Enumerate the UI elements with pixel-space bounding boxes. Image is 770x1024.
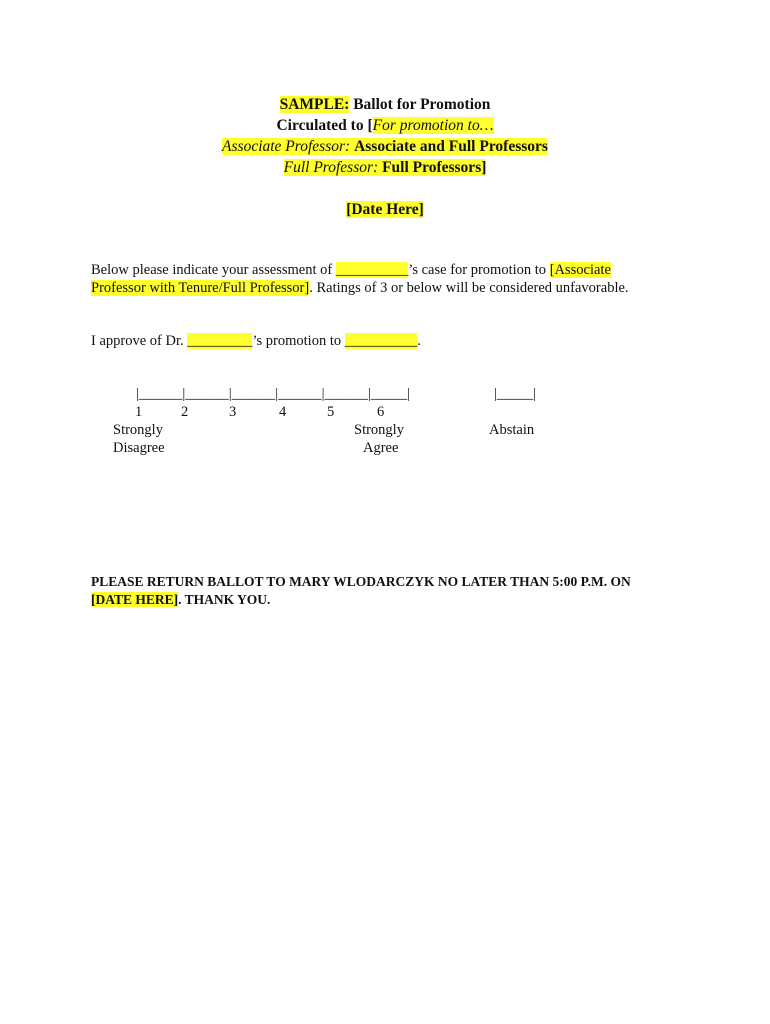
doctor-name-blank[interactable]: _________ — [187, 333, 253, 349]
rating-3[interactable]: 3 — [229, 404, 237, 420]
ballot-date: [Date Here] — [346, 201, 424, 218]
circulated-italic: For promotion to… — [372, 117, 494, 134]
rating-6[interactable]: 6 — [377, 404, 385, 420]
rating-1[interactable]: 1 — [135, 404, 143, 420]
circulated-prefix: Circulated to [ — [276, 117, 373, 134]
rating-scale-bar[interactable]: |______|______|______|______|______|_____| — [136, 386, 411, 402]
thank-you: . THANK YOU. — [178, 592, 271, 607]
rank-option-1: [Associate — [549, 262, 611, 278]
circulated-line — [0, 115, 770, 136]
low-label-disagree: Disagree — [113, 440, 165, 456]
sample-label: SAMPLE: — [279, 96, 350, 113]
full-label: Full Professor: — [283, 159, 379, 176]
rating-4[interactable]: 4 — [279, 404, 287, 420]
ballot-title: Ballot for Promotion — [353, 96, 491, 113]
associate-line — [0, 136, 770, 157]
high-label-strongly: Strongly — [354, 422, 404, 438]
full-line — [0, 157, 770, 178]
return-date-line — [91, 591, 270, 609]
date-line — [0, 199, 770, 220]
assessment-line-2: Professor with Tenure/Full Professor]. Ratings of 3 or below will be considered unfavorable. — [91, 280, 629, 296]
assessment-line-1: Below please indicate your assessment of __________’s case for promotion to [Associate — [91, 262, 611, 278]
associate-label: Associate Professor: — [222, 138, 351, 155]
low-label-strongly: Strongly — [113, 422, 163, 438]
rating-5[interactable]: 5 — [327, 404, 335, 420]
rank-option-2: Professor with Tenure/Full Professor] — [91, 280, 310, 296]
high-label-agree: Agree — [363, 440, 399, 456]
associate-voters: Associate and Full Professors — [354, 138, 548, 155]
abstain-box[interactable]: |_____| — [494, 386, 537, 402]
return-date: [DATE HERE] — [91, 592, 179, 607]
title-line — [0, 94, 770, 115]
return-instruction: PLEASE RETURN BALLOT TO MARY WLODARCZYK NO LATER THAN 5:00 P.M. ON — [91, 574, 631, 589]
full-voters: Full Professors] — [382, 159, 487, 176]
promotion-rank-blank[interactable]: __________ — [344, 333, 418, 349]
rating-2[interactable]: 2 — [181, 404, 189, 420]
candidate-blank: __________ — [335, 262, 409, 278]
approval-line: I approve of Dr. _________’s promotion to __________. — [91, 333, 421, 349]
abstain-label: Abstain — [489, 422, 535, 438]
